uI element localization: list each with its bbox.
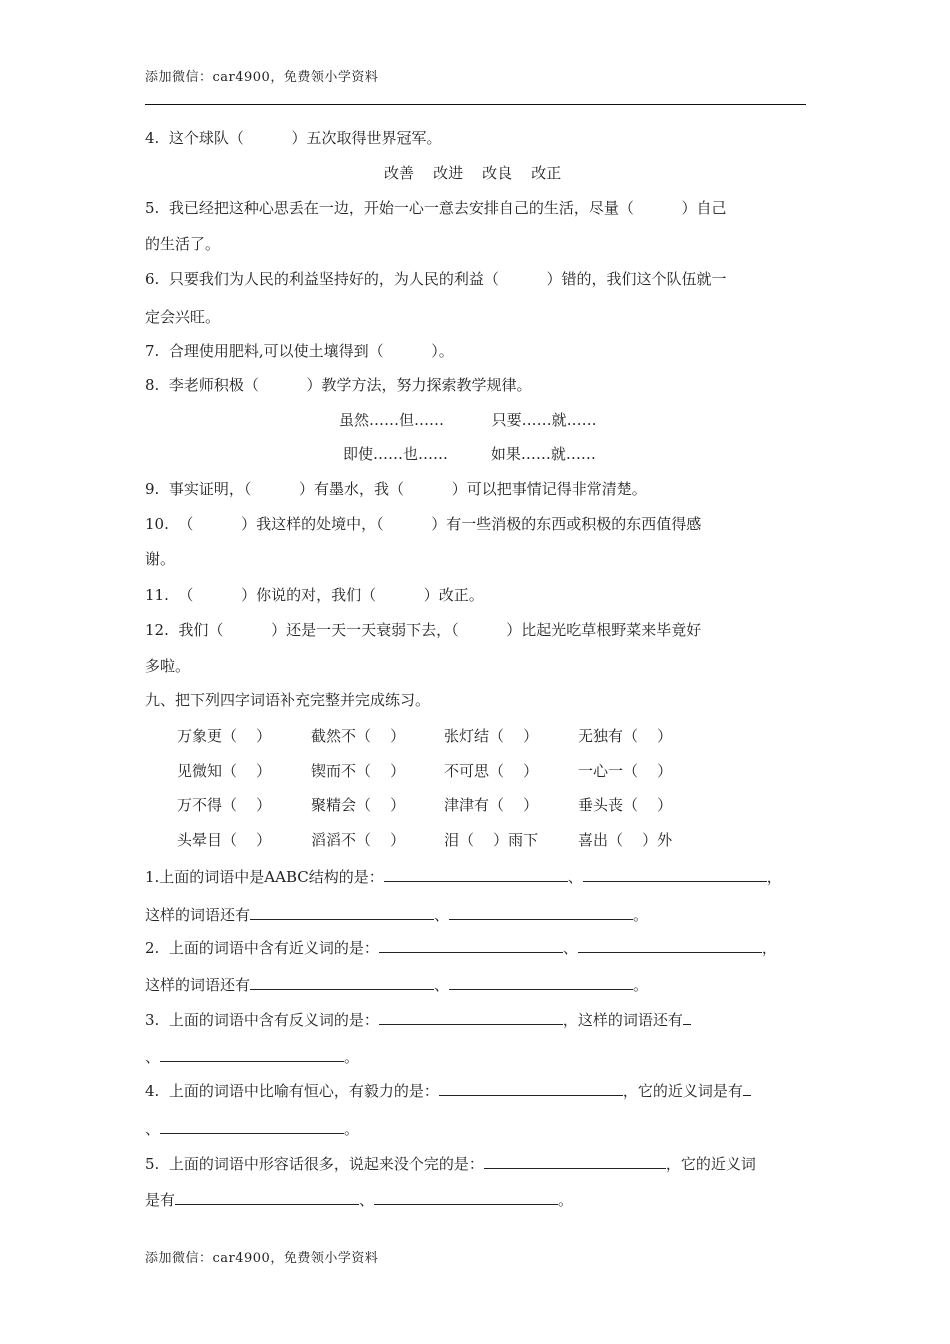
punctuation: 。 bbox=[558, 1191, 574, 1209]
punctuation: ， bbox=[761, 939, 777, 957]
question-12-line-2: 多啦。 bbox=[145, 657, 191, 675]
question-12-line-1: 12. 我们（ ）还是一天一天衰弱下去，（ ）比起光吃草根野菜来毕竟好 bbox=[145, 621, 702, 639]
exercise-5-also-prefix: 是有 bbox=[145, 1191, 176, 1209]
separator: 、 bbox=[567, 868, 583, 886]
section-9-heading: 九、把下列四字词语补充完整并完成练习。 bbox=[145, 691, 431, 709]
question-11: 11. （ ）你说的对，我们（ ）改正。 bbox=[145, 586, 484, 604]
exercise-4-prompt: 4. 上面的词语中比喻有恒心，有毅力的是： bbox=[145, 1082, 439, 1100]
idiom-item: 锲而不（ ） bbox=[311, 762, 406, 780]
exercise-1-also: 这样的词语还有 bbox=[145, 906, 251, 924]
conjunction-choices-2: 即使……也…… 如果……就…… bbox=[343, 445, 596, 463]
answer-blank[interactable] bbox=[484, 1152, 666, 1169]
idiom-item: 万象更（ ） bbox=[177, 727, 272, 745]
answer-blank[interactable] bbox=[374, 1188, 558, 1205]
answer-blank[interactable] bbox=[683, 1008, 691, 1025]
question-7: 7. 合理使用肥料,可以使土壤得到（ ）。 bbox=[145, 342, 454, 360]
idiom-item: 不可思（ ） bbox=[444, 762, 539, 780]
idiom-item: 聚精会（ ） bbox=[311, 796, 406, 814]
exercise-5-prompt: 5. 上面的词语中形容话很多，说起来没个完的是： bbox=[145, 1155, 484, 1173]
question-10-line-2: 谢。 bbox=[145, 550, 176, 568]
header-rule bbox=[145, 104, 806, 105]
page-header: 添加微信：car4900，免费领小学资料 bbox=[145, 70, 379, 85]
exercise-5-line-2 bbox=[145, 1188, 807, 1210]
separator: 、 bbox=[145, 1120, 161, 1138]
separator: 、 bbox=[434, 906, 450, 924]
punctuation: 。 bbox=[344, 1048, 360, 1066]
exercise-5-also: ，它的近义词 bbox=[665, 1155, 756, 1173]
exercise-3-also: ，这样的词语还有 bbox=[562, 1011, 683, 1029]
answer-blank[interactable] bbox=[379, 936, 563, 953]
exercise-2-also: 这样的词语还有 bbox=[145, 976, 251, 994]
exercise-1-line-1 bbox=[145, 865, 807, 887]
idiom-item: 滔滔不（ ） bbox=[311, 831, 406, 849]
answer-blank[interactable] bbox=[449, 973, 633, 990]
exercise-1-prompt: 1.上面的词语中是AABC结构的是： bbox=[145, 868, 384, 886]
page-footer: 添加微信：car4900，免费领小学资料 bbox=[145, 1251, 379, 1266]
question-6-line-1: 6. 只要我们为人民的利益坚持好的，为人民的利益（ ）错的，我们这个队伍就一 bbox=[145, 270, 727, 288]
punctuation: 。 bbox=[633, 976, 649, 994]
punctuation: 。 bbox=[344, 1120, 360, 1138]
separator: 、 bbox=[145, 1048, 161, 1066]
answer-blank[interactable] bbox=[384, 865, 568, 882]
idiom-item: 万不得（ ） bbox=[177, 796, 272, 814]
question-5-line-1: 5. 我已经把这种心思丢在一边，开始一心一意去安排自己的生活，尽量（ ）自己 bbox=[145, 199, 727, 217]
idiom-item: 垂头丧（ ） bbox=[578, 796, 673, 814]
punctuation: 。 bbox=[633, 906, 649, 924]
question-9: 9. 事实证明，（ ）有墨水，我（ ）可以把事情记得非常清楚。 bbox=[145, 480, 647, 498]
exercise-1-line-2 bbox=[145, 903, 807, 925]
exercise-4-line-2 bbox=[145, 1117, 807, 1139]
exercise-2-line-2 bbox=[145, 973, 807, 995]
answer-blank[interactable] bbox=[449, 903, 633, 920]
answer-blank[interactable] bbox=[439, 1079, 623, 1096]
question-6-line-2: 定会兴旺。 bbox=[145, 308, 221, 326]
answer-blank[interactable] bbox=[250, 903, 434, 920]
exercise-3-line-1 bbox=[145, 1008, 807, 1030]
idiom-item: 喜出（ ）外 bbox=[578, 831, 673, 849]
idiom-item: 见微知（ ） bbox=[177, 762, 272, 780]
idiom-item: 一心一（ ） bbox=[578, 762, 673, 780]
exercise-2-prompt: 2. 上面的词语中含有近义词的是： bbox=[145, 939, 379, 957]
separator: 、 bbox=[434, 976, 450, 994]
answer-blank[interactable] bbox=[578, 936, 762, 953]
exercise-2-line-1 bbox=[145, 936, 807, 958]
idiom-item: 头晕目（ ） bbox=[177, 831, 272, 849]
exercise-5-line-1 bbox=[145, 1152, 807, 1174]
question-10-line-1: 10. （ ）我这样的处境中，（ ）有一些消极的东西或积极的东西值得感 bbox=[145, 515, 702, 533]
separator: 、 bbox=[562, 939, 578, 957]
punctuation: ， bbox=[766, 868, 782, 886]
question-8: 8. 李老师积极（ ）教学方法，努力探索教学规律。 bbox=[145, 376, 532, 394]
idiom-item: 泪（ ）雨下 bbox=[444, 831, 539, 849]
answer-blank[interactable] bbox=[160, 1117, 344, 1134]
answer-blank[interactable] bbox=[175, 1188, 359, 1205]
exercise-3-prompt: 3. 上面的词语中含有反义词的是： bbox=[145, 1011, 379, 1029]
exercise-4-line-1 bbox=[145, 1079, 807, 1101]
exercise-3-line-2 bbox=[145, 1045, 807, 1067]
idiom-item: 截然不（ ） bbox=[311, 727, 406, 745]
word-choices-1: 改善 改进 改良 改正 bbox=[384, 164, 562, 182]
answer-blank[interactable] bbox=[583, 865, 767, 882]
idiom-item: 无独有（ ） bbox=[578, 727, 673, 745]
answer-blank[interactable] bbox=[379, 1008, 563, 1025]
exercise-4-also: ，它的近义词是有 bbox=[622, 1082, 743, 1100]
separator: 、 bbox=[359, 1191, 375, 1209]
idiom-item: 津津有（ ） bbox=[444, 796, 539, 814]
conjunction-choices-1: 虽然……但…… 只要……就…… bbox=[339, 411, 597, 429]
answer-blank[interactable] bbox=[250, 973, 434, 990]
answer-blank[interactable] bbox=[160, 1045, 344, 1062]
answer-blank[interactable] bbox=[743, 1079, 751, 1096]
question-4: 4. 这个球队（ ）五次取得世界冠军。 bbox=[145, 129, 442, 147]
question-5-line-2: 的生活了。 bbox=[145, 235, 221, 253]
idiom-item: 张灯结（ ） bbox=[444, 727, 539, 745]
